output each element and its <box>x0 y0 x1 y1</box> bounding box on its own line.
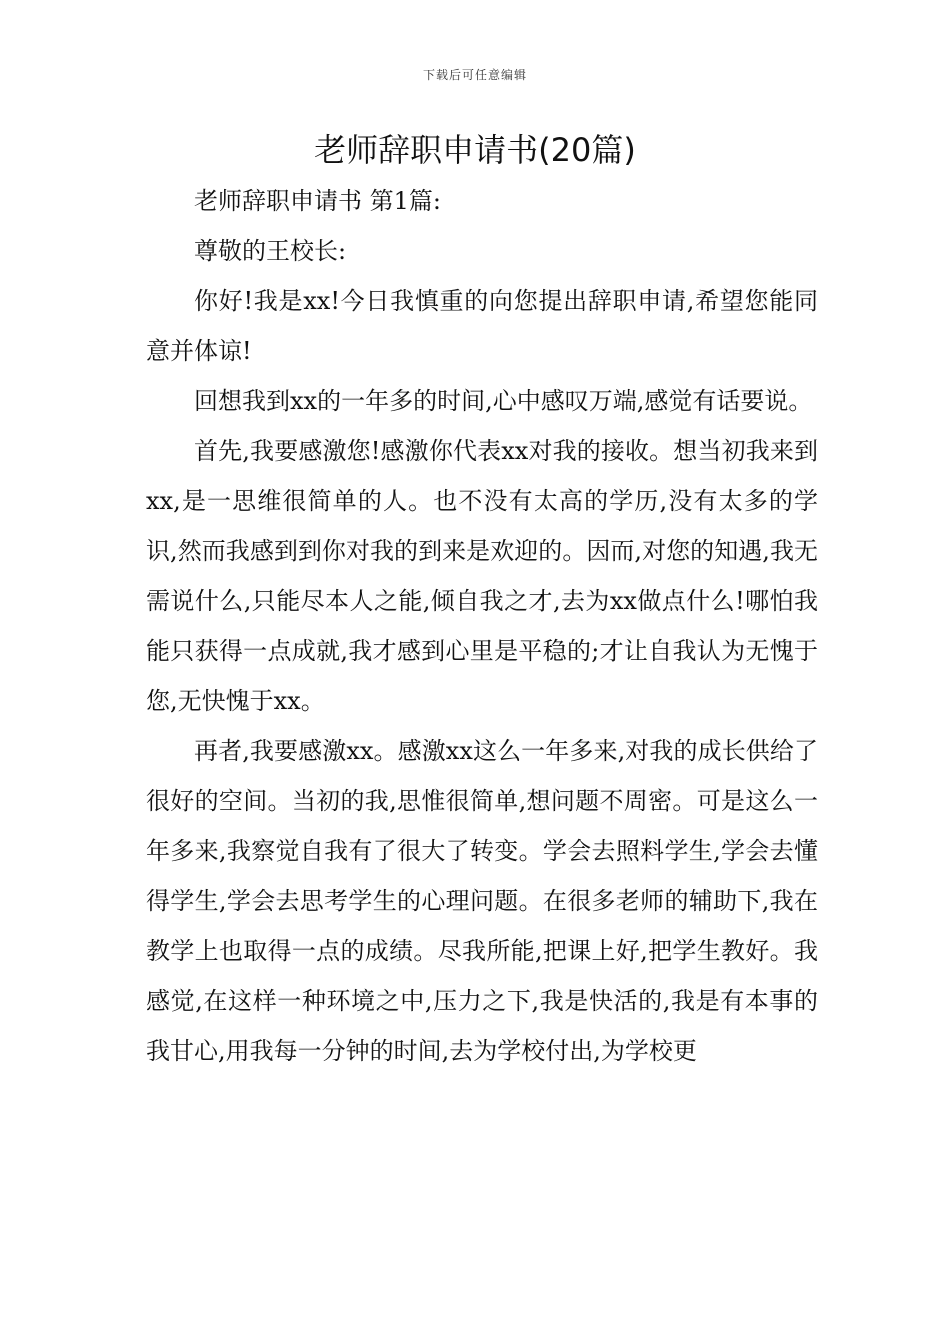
paragraph: 你好!我是xx!今日我慎重的向您提出辞职申请,希望您能同意并体谅! <box>146 287 818 365</box>
paragraph: 回想我到xx的一年多的时间,心中感叹万端,感觉有话要说。 <box>194 387 813 415</box>
document-body <box>146 176 818 1076</box>
document-title: 老师辞职申请书(20篇) <box>314 131 636 169</box>
salutation: 尊敬的王校长: <box>194 237 347 265</box>
paragraph: 首先,我要感激您!感激你代表xx对我的接收。想当初我来到xx,是一思维很简单的人。也不没有太高的学历,没有太多的学识,然而我感到到你对我的到来是欢迎的。因而,对您的知遇,我无需说什么,只能尽本人之能,倾自我之才,去为xx做点什么!哪怕我能只获得一点成就,我才感到心里是平稳的;才让自我认为无愧于您,无快愧于xx。 <box>146 437 818 715</box>
section-heading: 老师辞职申请书 第1篇: <box>194 187 441 215</box>
header-note: 下载后可任意编辑 <box>422 68 527 82</box>
paragraph: 再者,我要感激xx。感激xx这么一年多来,对我的成长供给了很好的空间。当初的我,思惟很简单,想问题不周密。可是这么一年多来,我察觉自我有了很大了转变。学会去照料学生,学会去懂得学生,学会去思考学生的心理问题。在很多老师的辅助下,我在教学上也取得一点的成绩。尽我所能,把课上好,把学生教好。我感觉,在这样一种环境之中,压力之下,我是快活的,我是有本事的我甘心,用我每一分钟的时间,去为学校付出,为学校更 <box>146 737 818 1065</box>
